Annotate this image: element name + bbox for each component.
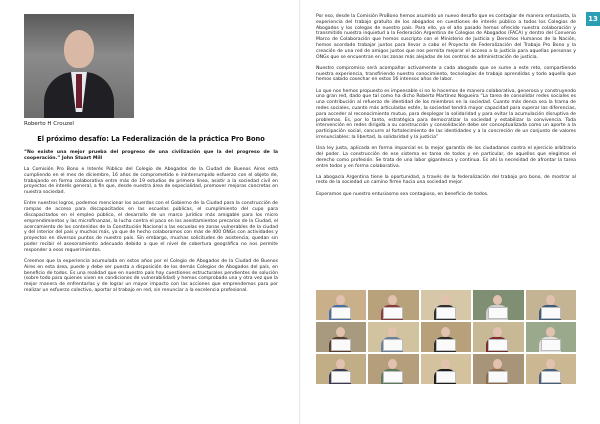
portrait-head [64, 30, 94, 68]
person-head [388, 295, 397, 305]
portrait-tie [76, 74, 82, 108]
held-sign [331, 339, 351, 351]
portrait-photo [24, 14, 134, 118]
article-title: El próximo desafío: La Federalización de la práctica Pro Bono [37, 135, 265, 143]
held-sign [541, 371, 561, 383]
held-sign [331, 371, 351, 383]
paragraph: Una ley justa, aplicada en forma imparcial es la mejor garantía de los ciudadanos contra el ejercicio arbitrario del poder. La construcción de ese sistema es tarea de todos y en particular, de aquellos que elegimos el derecho como profesión. Se trata de una labor gigantesca y continua. Es ahí la necesidad de afrontar la tarea entre todos y en forma colaborativa. [316, 146, 576, 169]
collage-photo [316, 322, 366, 352]
collage-photo [473, 322, 523, 352]
person-head [388, 359, 397, 369]
opening-quote: “No existe una mejor prueba del progreso de una civilización que la del progreso de la cooperación.” John Stuart Mill [24, 150, 278, 161]
held-sign [383, 307, 403, 319]
person-head [546, 327, 555, 337]
person-head [546, 295, 555, 305]
collage-photo [473, 354, 523, 384]
paragraph: Lo que nos hemos propuesto es impensable si no lo hacemos de manera colaborativa, generosa y construyendo una gran red, dado que tal como ha dicho Roberto Martínez Nogueira “La tarea de consolidar redes sociales es una contribución al refuerzo de identidad de los miembros en la sociedad. Cuanto más densa sea la trama de redes sociales, cuanto más articuladas estén, la sociedad tendrá mayor capacidad para superar las diferencias, para acceder al reconocimiento mutuo, para desplegar la solidaridad y para evitar la acumulación disruptiva de problemas. Es, por lo tanto, estratégica para democratizar la sociedad y estabilizar la convivencia. Toda intervención en redes dirigida a su construcción y consolidación debe ser conceptualizada como un aporte a la participación social, concurre al fortalecimiento de las identidades y a la concreción de un conjunto de valores irrenunciables: la libertad, la solidaridad y la justicia” [316, 88, 576, 140]
person-head [336, 359, 345, 369]
collage-photo [526, 354, 576, 384]
person-head [493, 359, 502, 369]
held-sign [436, 371, 456, 383]
photo-caption: Roberto H Crouzel [24, 121, 74, 127]
collage-photo [526, 290, 576, 320]
held-sign [488, 307, 508, 319]
collage-photo [421, 290, 471, 320]
held-sign [541, 307, 561, 319]
paragraph: La Comisión Pro Bono e Interés Público del Colegio de Abogados de la Ciudad de Buenos Aires está cumpliendo en el mes de diciembre, 16 años de comprometido e ininterrumpido esfuerzo con el objeto de, trabajando en forma colaborativa entre más de 19 estudios de primera línea, asistir a la sociedad civil en proyectos de interés general, a fin que, desde nuestra área de especialidad, promover mejoras concretas en nuestra sociedad. [24, 166, 278, 196]
held-sign [436, 339, 456, 351]
collage-photo [368, 290, 418, 320]
paragraph: Esperamos que nuestro entusiasmo sea contagioso, en beneficio de todos. [316, 191, 489, 197]
held-sign [541, 339, 561, 351]
held-sign [331, 307, 351, 319]
collage-photo [421, 322, 471, 352]
held-sign [436, 307, 456, 319]
paragraph: Por eso, desde la Comisión ProBono hemos asumido un nuevo desafío que es contagiar de manera entusiasta, la experiencia del trabajo gratuito de los abogados en cuestiones de interés público a todos los Colegios de Abogados y los colegas de nuestro país. Para ello, ya el año pasado hemos ofrecido nuestra colaboración y transmitido nuestra inquietud a la Federación Argentina de Colegios de Abogados (FACA) y dentro del Convenio Marco de Colaboración que hemos suscripto con el Ministerio de Justicia y Derechos Humanos de la Nación, hemos acordado trabajar juntos para llevar a cabo el Proyecto de Federalización del Trabajo Pro Bono y la creación de una red de amigos juntos que nos permita mejorar el acceso a la justicia para aquellas personas y ONGs que se encuentran en las zonas más alejadas de los centros de administración de justicia. [316, 14, 576, 60]
person-head [441, 295, 450, 305]
person-head [441, 327, 450, 337]
held-sign [383, 371, 403, 383]
photo-collage [316, 290, 576, 384]
held-sign [383, 339, 403, 351]
collage-photo [421, 354, 471, 384]
paragraph: Creemos que la experiencia acumulada en estos años por el Colegio de Abogados de la Ciudad de Buenos Aires en esta área, puede y debe ser puesta a disposición de los demás Colegios de Abogados del país, en beneficio de todos. Es una realidad que en nuestro país hay cuestiones estructurales pendientes de solución (sobre todo para quienes viven en condiciones de vulnerabilidad) y hemos comprobado una y otra vez que la mejor manera de enfrentarlas y de lograr un mayor impacto con las acciones que emprendemos para por realizar un esfuerzo colectivo, aportar al trabajo en red, sin renunciar a la excelencia profesional. [24, 258, 278, 293]
person-head [493, 295, 502, 305]
collage-photo [526, 322, 576, 352]
person-head [493, 327, 502, 337]
paragraph: Nuestro compromiso será acompañar activamente a cada abogado que se sume a este reto, compartiendo nuestra experiencia, transfiriendo nuestro conocimiento, tecnologías de trabajo aprendidas y todo aquello que hemos sabido cosechar en estos 16 intensos años de labor. [316, 65, 576, 83]
collage-photo [368, 354, 418, 384]
held-sign [488, 339, 508, 351]
collage-photo [368, 322, 418, 352]
held-sign [488, 371, 508, 383]
person-head [441, 359, 450, 369]
collage-photo [316, 290, 366, 320]
collage-photo [316, 354, 366, 384]
paragraph: La abogacía Argentina tiene la oportunidad, a través de la federalización del trabajo pro bono, de mostrar al resto de la sociedad un camino firme hacia una sociedad mejor. [316, 174, 576, 186]
person-head [388, 327, 397, 337]
person-head [336, 327, 345, 337]
collage-photo [473, 290, 523, 320]
right-page [300, 0, 600, 424]
person-head [546, 359, 555, 369]
paragraph: Entre nuestros logros, podemos mencionar los acuerdos con el Gobierno de la Ciudad para la construcción de rampas de acceso para discapacitados en las escuelas públicas, el cumplimiento del cupo para discapacitados en el empleo público, el desarrollo de un marco jurídico más amigable para los micro emprendimientos y las microfinanzas, la lucha contra el paco en los asentamientos precarios de la Ciudad, el acercamiento de los contenidos de la Constitución Nacional a las escuelas en zonas vulnerables de la ciudad y del interior del país y muchos más, ya que de hecho colaboramos con más de 400 ONGs con actividades y proyectos en diversos puntos de nuestro país. Sin embargo, muchas solicitudes de asistencia, quedan sin poder recibir el asesoramiento adecuado debido a que el nivel de cobertura geográfica no nos permite responder a esos requerimientos. [24, 201, 278, 253]
page-number-badge: 13 [586, 12, 600, 26]
person-head [336, 295, 345, 305]
